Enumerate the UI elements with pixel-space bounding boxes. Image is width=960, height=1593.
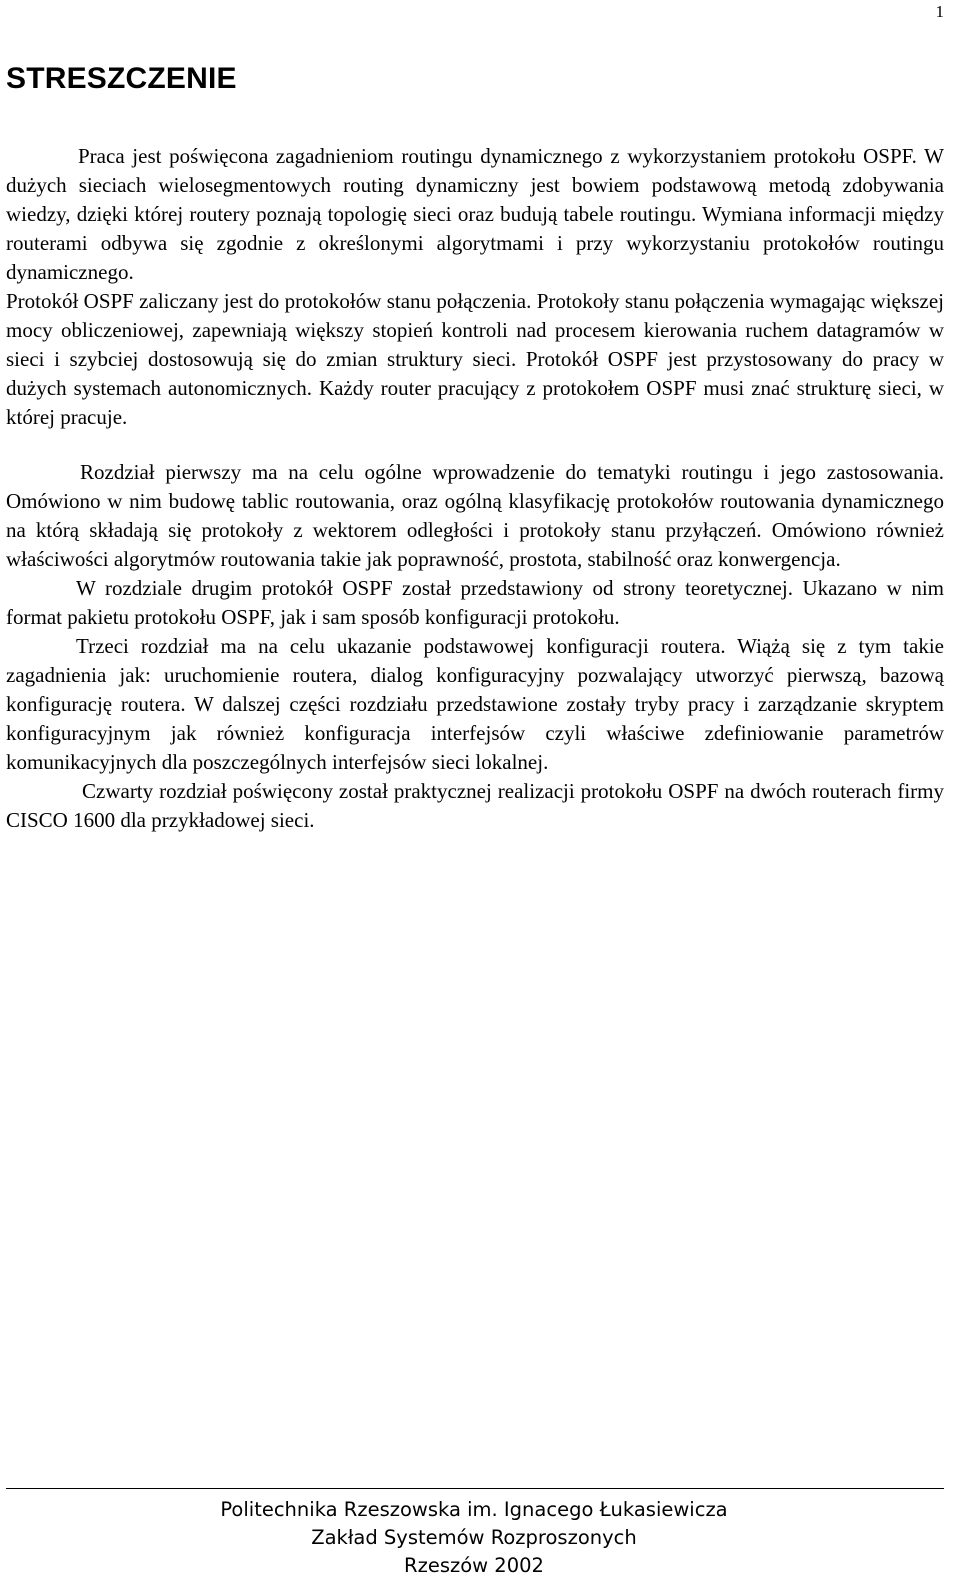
paragraph-chapter-4: Czwarty rozdział poświęcony został praktycznej realizacji protokołu OSPF na dwóch routerach firmy CISCO 1600 dla przykładowej sieci. bbox=[6, 779, 944, 832]
paragraph-ospf: Protokół OSPF zaliczany jest do protokołów stanu połączenia. Protokoły stanu połączenia wymagając większej mocy obliczeniowej, zapewniają większy stopień kontroli nad procesem kierowania ruchem datagramów w sieci i szybciej dostosowują się do zmian struktury sieci. Protokół OSPF jest przystosowany do pracy w dużych systemach autonomicznych. Każdy router pracujący z protokołem OSPF musi znać strukturę sieci, w której pracuje. bbox=[6, 289, 944, 429]
page-title: STRESZCZENIE bbox=[6, 62, 237, 95]
footer bbox=[0, 1496, 948, 1580]
paragraph-intro: Praca jest poświęcona zagadnieniom routingu dynamicznego z wykorzystaniem protokołu OSPF. W dużych sieciach wielosegmentowych routing dynamiczny jest bowiem podstawową metodą zdobywania wiedzy, dzięki której routery poznają topologię sieci oraz budują tabele routingu. Wymiana informacji między routerami odbywa się zgodnie z określonymi algorytmami i przy wykorzystaniu protokołów routingu dynamicznego. bbox=[6, 144, 944, 284]
footer-department: Zakład Systemów Rozproszonych bbox=[311, 1526, 637, 1549]
footer-place-year: Rzeszów 2002 bbox=[404, 1554, 544, 1577]
footer-divider bbox=[6, 1488, 944, 1489]
page-number: 1 bbox=[935, 2, 944, 21]
paragraph-chapter-3: Trzeci rozdział ma na celu ukazanie podstawowej konfiguracji routera. Wiążą się z tym takie zagadnienia jak: uruchomienie routera, dialog konfiguracyjny pozwalający utworzyć pierwszą, bazową konfigurację routera. W dalszej części rozdziału przedstawione zostały tryby pracy i zarządzanie skryptem konfiguracyjnym jak również konfiguracja interfejsów czyli właściwe zdefiniowanie parametrów komunikacyjnych dla poszczególnych interfejsów sieci lokalnej. bbox=[6, 634, 944, 774]
abstract-body bbox=[6, 142, 944, 835]
footer-university: Politechnika Rzeszowska im. Ignacego Łukasiewicza bbox=[220, 1498, 728, 1521]
paragraph-chapter-2: W rozdziale drugim protokół OSPF został przedstawiony od strony teoretycznej. Ukazano w nim format pakietu protokołu OSPF, jak i sam sposób konfiguracji protokołu. bbox=[6, 576, 944, 629]
paragraph-chapter-1: Rozdział pierwszy ma na celu ogólne wprowadzenie do tematyki routingu i jego zastosowania. Omówiono w nim budowę tablic routowania, oraz ogólną klasyfikację protokołów routowania dynamicznego na którą składają się protokoły z wektorem odległości i protokoły stanu przyłączeń. Omówiono również właściwości algorytmów routowania takie jak poprawność, prostota, stabilność oraz konwergencja. bbox=[6, 460, 944, 571]
